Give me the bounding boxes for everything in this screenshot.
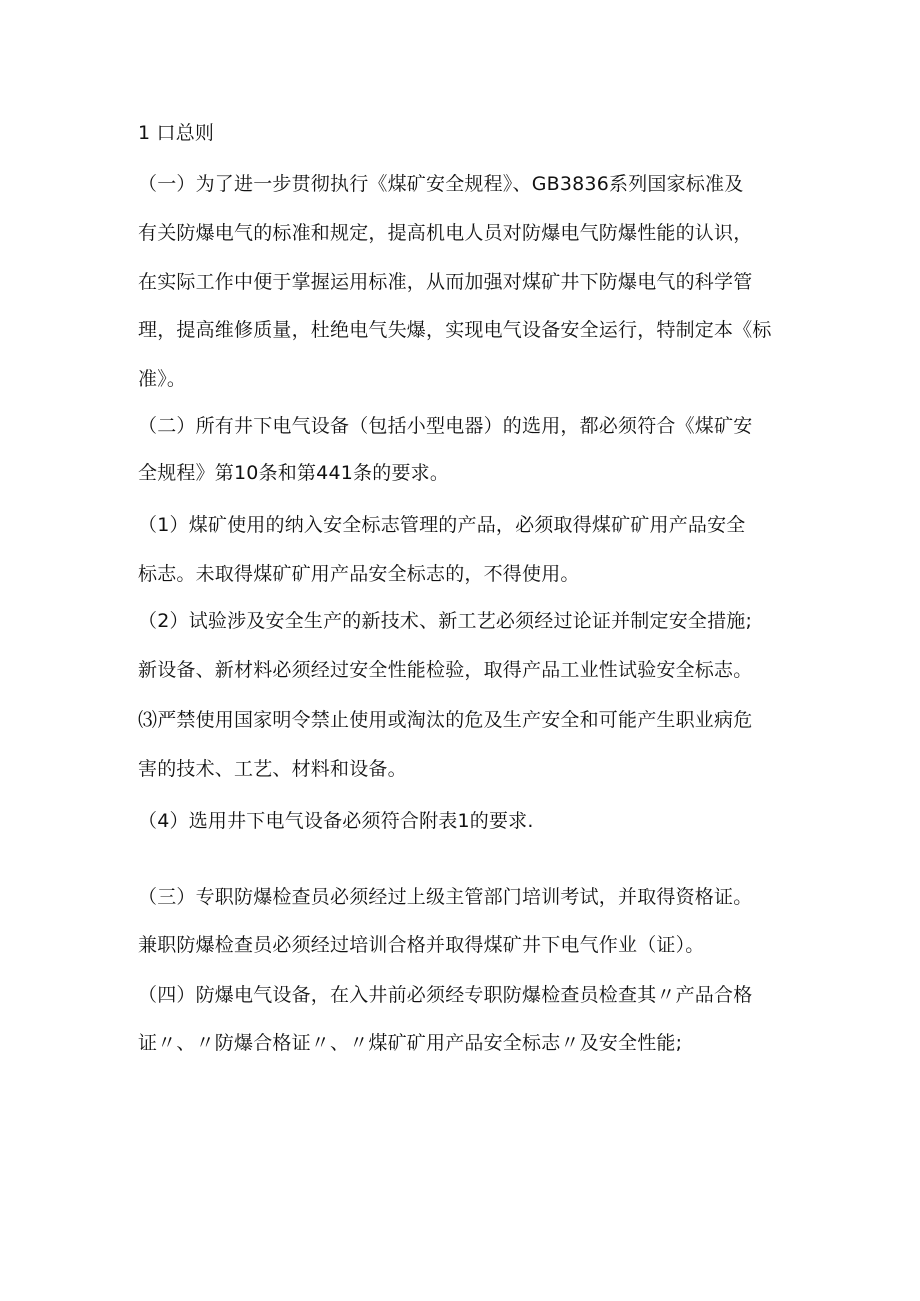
paragraph-line: （2）试验涉及安全生产的新技术、新工艺必须经过论证并制定安全措施; bbox=[138, 610, 753, 632]
paragraph-line: 害的技术、工艺、材料和设备。 bbox=[138, 758, 407, 780]
paragraph-line: 新设备、新材料必须经过安全性能检验，取得产品工业性试验安全标志。 bbox=[138, 659, 753, 681]
paragraph-line: （二）所有井下电气设备（包括小型电器）的选用，都必须符合《煤矿安 bbox=[138, 415, 753, 437]
paragraph-line: 准》。 bbox=[138, 368, 187, 390]
paragraph-line: 兼职防爆检查员必须经过培训合格并取得煤矿井下电气作业（证）。 bbox=[138, 934, 705, 956]
paragraph-line: 标志。未取得煤矿矿用产品安全标志的，不得使用。 bbox=[138, 563, 580, 585]
paragraph-line: 在实际工作中便于掌握运用标准，从而加强对煤矿井下防爆电气的科学管 bbox=[138, 271, 753, 293]
paragraph-line: 有关防爆电气的标准和规定，提高机电人员对防爆电气防爆性能的认识， bbox=[138, 222, 753, 244]
paragraph-line: （一）为了进一步贯彻执行《煤矿安全规程》、GB3836系列国家标准及 bbox=[138, 173, 744, 195]
section-heading: 1 口总则 bbox=[138, 122, 215, 144]
paragraph-line: 全规程》第10条和第441条的要求。 bbox=[138, 462, 450, 484]
paragraph-line: （三）专职防爆检查员必须经过上级主管部门培训考试，并取得资格证。 bbox=[138, 886, 753, 908]
paragraph-line: （四）防爆电气设备，在入井前必须经专职防爆检查员检查其〃产品合格 bbox=[138, 984, 753, 1006]
paragraph-line: 理，提高维修质量，杜绝电气失爆，实现电气设备安全运行，特制定本《标 bbox=[138, 319, 772, 341]
paragraph-line: （1）煤矿使用的纳入安全标志管理的产品，必须取得煤矿矿用产品安全 bbox=[138, 514, 746, 536]
paragraph-line: ⑶严禁使用国家明令禁止使用或淘汰的危及生产安全和可能产生职业病危 bbox=[138, 709, 753, 731]
paragraph-line: （4）选用井下电气设备必须符合附表1的要求. bbox=[138, 810, 534, 832]
paragraph-line: 证〃、〃防爆合格证〃、〃煤矿矿用产品安全标志〃及安全性能; bbox=[138, 1032, 683, 1054]
